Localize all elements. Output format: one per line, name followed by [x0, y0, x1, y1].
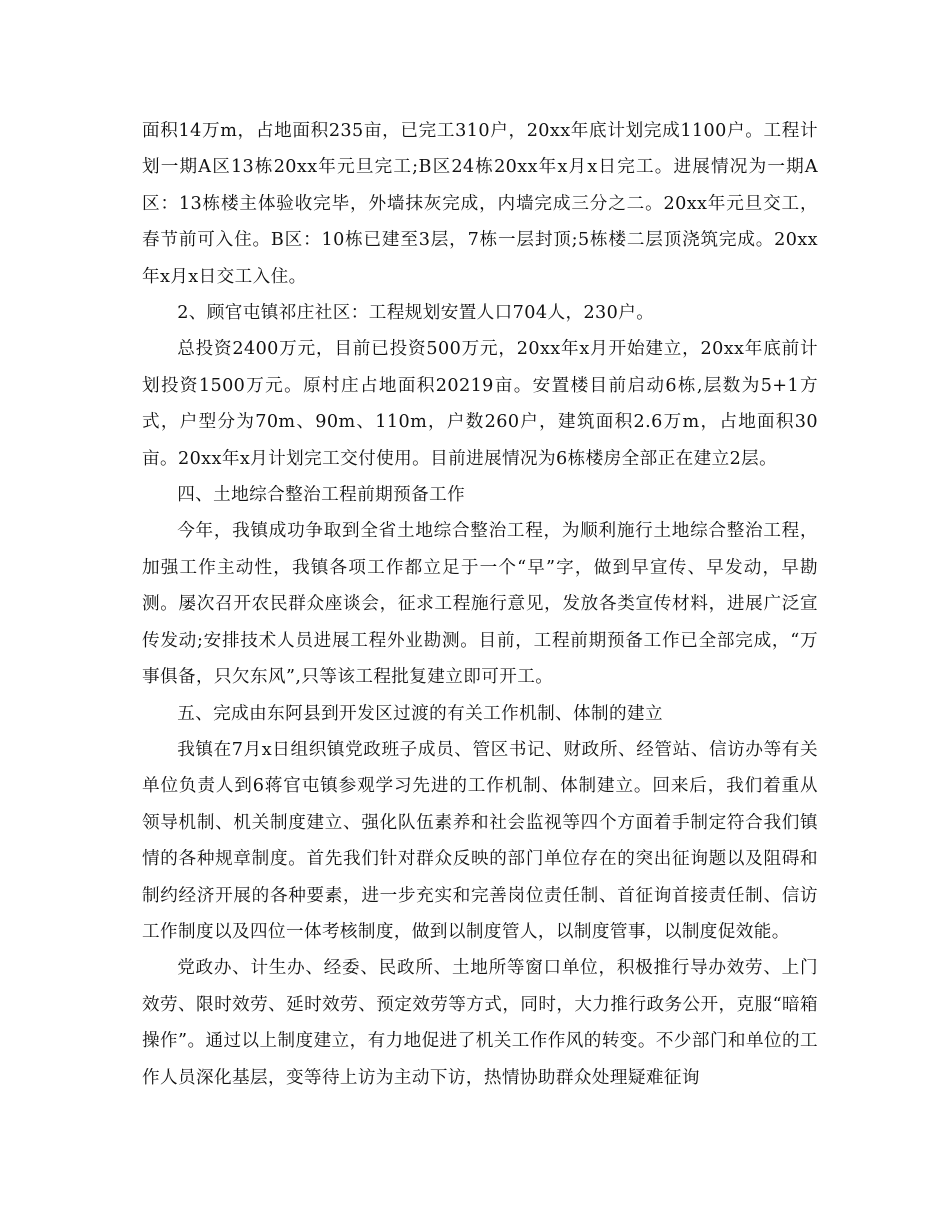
- document-body: [142, 113, 818, 1096]
- paragraph-project-continuation: 面积14万m，占地面积235亩，已完工310户，20xx年底计划完成1100户。工程计划一期A区13栋20xx年元旦完工;B区24栋20xx年x月x日完工。进展情况为一期A区：13栋楼主体验收完毕，外墙抹灰完成，内墙完成三分之二。20xx年元旦交工，春节前可入住。B区：10栋已建至3层，7栋一层封顶;5栋楼二层顶浇筑完成。20xx年x月x日交工入住。: [142, 121, 818, 287]
- section-heading-mechanism-transition: 五、完成由东阿县到开发区过渡的有关工作机制、体制的建立: [177, 703, 664, 724]
- section-heading-land-consolidation: 四、土地综合整治工程前期预备工作: [177, 485, 466, 506]
- paragraph-mechanism-building: 我镇在7月x日组织镇党政班子成员、管区书记、财政所、经管站、信访办等有关单位负责人到6蒋官屯镇参观学习先进的工作机制、体制建立。回来后，我们着重从领导机制、机关制度建立、强化队伍素养和社会监视等四个方面着手制定符合我们镇情的各种规章制度。首先我们针对群众反映的部门单位存在的突出征询题以及阻碍和制约经济开展的各种要素，进一步充实和完善岗位责任制、首征询首接责任制、信访工作制度以及四位一体考核制度，做到以制度管人，以制度管事，以制度促效能。: [142, 739, 818, 942]
- paragraph-window-units: 党政办、计生办、经委、民政所、土地所等窗口单位，积极推行导办效劳、上门效劳、限时效劳、延时效劳、预定效劳等方式，同时，大力推行政务公开，克服“暗箱操作”。通过以上制度建立，有力地促进了机关工作作风的转变。不少部门和单位的工作人员深化基层，变等待上访为主动下访，热情协助群众处理疑难征询: [142, 958, 818, 1088]
- paragraph-qizhuang-investment: 总投资2400万元，目前已投资500万元，20xx年x月开始建立，20xx年底前计划投资1500万元。原村庄占地面积20219亩。安置楼目前启动6栋,层数为5+1方式，户型分为70m、90m、110m，户数260户，建筑面积2.6万m，占地面积30亩。20xx年x月计划完工交付使用。目前进展情况为6栋楼房全部正在建立2层。: [142, 339, 818, 469]
- paragraph-qizhuang-heading: 2、顾官屯镇祁庄社区：工程规划安置人口704人，230户。: [177, 303, 655, 324]
- paragraph-land-consolidation: 今年，我镇成功争取到全省土地综合整治工程，为顺利施行土地综合整治工程，加强工作主动性，我镇各项工作都立足于一个“早”字，做到早宣传、早发动，早勘测。屡次召开农民群众座谈会，征求工程施行意见，发放各类宣传材料，进展广泛宣传发动;安排技术人员进展工程外业勘测。目前，工程前期预备工作已全部完成，“万事俱备，只欠东风”,只等该工程批复建立即可开工。: [142, 521, 818, 688]
